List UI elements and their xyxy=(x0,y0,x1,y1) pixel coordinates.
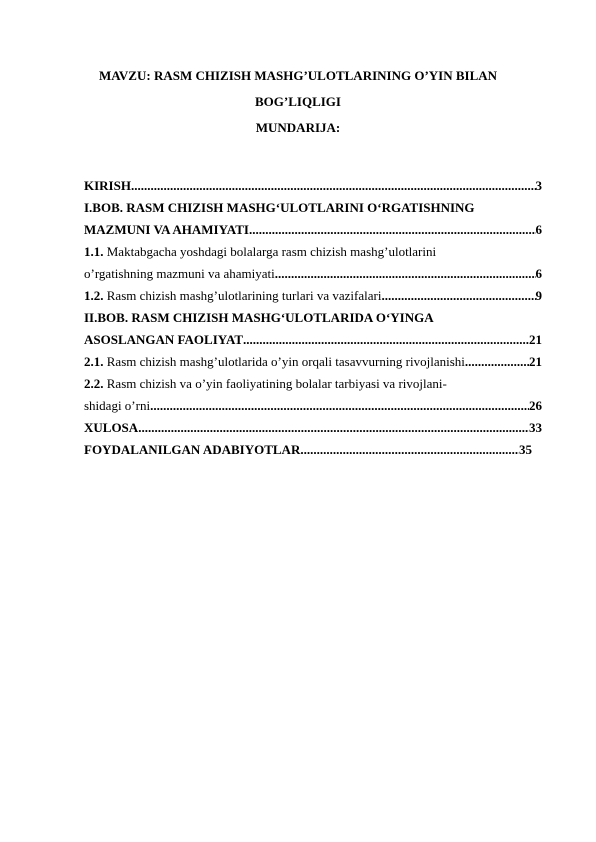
toc-entry-text: KIRISH xyxy=(84,178,131,193)
toc-entry-page: 33 xyxy=(529,420,542,435)
toc-leader-dots xyxy=(131,175,536,197)
toc-entry-page: 6 xyxy=(535,266,542,281)
toc-entry-text: FOYDALANILGAN ADABIYOTLAR xyxy=(84,442,301,457)
toc-entry-text: o’rgatishning mazmuni va ahamiyati xyxy=(84,266,275,281)
toc-leader-dots xyxy=(138,417,529,439)
toc-entry-text: ASOSLANGAN FAOLIYAT xyxy=(84,332,244,347)
toc-entry-page: 21 xyxy=(529,332,542,347)
toc-entry-kirish[interactable] xyxy=(84,175,542,197)
toc-entry-text: Rasm chizish mashg’ulotlarining turlari va vazifalari xyxy=(103,288,382,303)
toc-entry-bob2-line1[interactable]: II.BOB. RASM CHIZISH MASHG‘ULOTLARIDA O‘YINGA xyxy=(84,310,434,325)
toc-entry-page: 9 xyxy=(535,288,542,303)
toc-heading: MUNDARIJA: xyxy=(255,120,341,135)
toc-entry-text: Rasm chizish mashg’ulotlarida o’yin orqali tasavvurning rivojlanishi xyxy=(103,354,465,369)
toc-leader-dots xyxy=(381,285,535,307)
toc-entry-text: shidagi o’rni xyxy=(84,398,151,413)
toc-entry-1-2[interactable] xyxy=(84,285,542,307)
toc-leader-dots xyxy=(300,439,519,461)
toc-entry-bob1[interactable] xyxy=(84,219,542,241)
toc-entry-text: MAZMUNI VA AHAMIYATI xyxy=(84,222,249,237)
toc-entry-page: 35 xyxy=(519,442,532,457)
title-line-1: MAVZU: RASM CHIZISH MASHG’ULOTLARINING O’YIN BILAN xyxy=(98,68,498,83)
toc-entry-page: 21 xyxy=(529,354,542,369)
toc-entry-text: Maktabgacha yoshdagi bolalarga rasm chizish mashg’ulotlarini xyxy=(103,244,437,259)
toc-entry-adabiyotlar[interactable] xyxy=(84,439,532,461)
toc-entry-bob2[interactable] xyxy=(84,329,542,351)
toc-entry-1-1-line1[interactable] xyxy=(84,241,542,263)
toc-leader-dots xyxy=(275,263,536,285)
toc-leader-dots xyxy=(243,329,529,351)
toc-entry-page: 3 xyxy=(535,178,542,193)
toc-entry-text: Rasm chizish va o’yin faoliyatining bolalar tarbiyasi va rivojlani- xyxy=(103,376,447,391)
toc-entry-2-2[interactable] xyxy=(84,395,542,417)
toc-entry-2-2-line1[interactable] xyxy=(84,373,542,395)
toc-leader-dots xyxy=(150,395,529,417)
table-of-contents xyxy=(84,175,542,461)
toc-entry-page: 26 xyxy=(529,398,542,413)
toc-leader-dots xyxy=(465,351,529,373)
toc-entry-number: 2.1. xyxy=(84,354,104,369)
toc-entry-number: 2.2. xyxy=(84,376,104,391)
toc-entry-xulosa[interactable] xyxy=(84,417,542,439)
toc-entry-1-1[interactable] xyxy=(84,263,542,285)
title-line-2: BOG’LIQLIGI xyxy=(255,94,341,109)
toc-entry-number: 1.1. xyxy=(84,244,104,259)
toc-entry-bob1-line1[interactable]: I.BOB. RASM CHIZISH MASHG‘ULOTLARINI O‘RGATISHNING xyxy=(84,200,475,215)
toc-entry-2-1[interactable] xyxy=(84,351,542,373)
document-title xyxy=(84,62,512,116)
toc-entry-page: 6 xyxy=(535,222,542,237)
toc-leader-dots xyxy=(249,219,536,241)
toc-entry-number: 1.2. xyxy=(84,288,104,303)
toc-entry-text: XULOSA xyxy=(84,420,139,435)
